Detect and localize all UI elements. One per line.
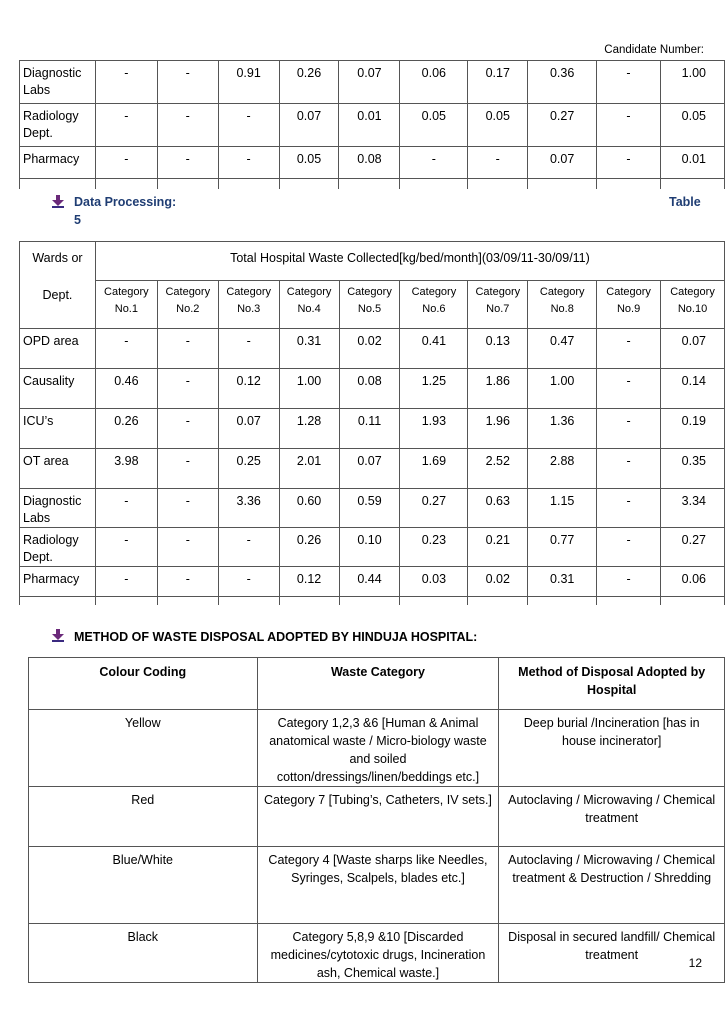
disposal-colour: Red (29, 787, 258, 847)
table-number: 5 (74, 213, 81, 227)
cell-value: 0.07 (339, 61, 400, 104)
cell-value: 0.19 (661, 409, 725, 449)
table-row (20, 329, 725, 369)
category-label: Category (475, 286, 521, 298)
cell-value: 1.00 (660, 61, 724, 104)
cell-value: 0.11 (339, 409, 400, 449)
disposal-method: Deep burial /Incineration [has in house incinerator] (499, 710, 725, 787)
cell-value: 0.07 (279, 104, 339, 147)
disposal-method: Autoclaving / Microwaving / Chemical treatment & Destruction / Shredding (499, 847, 725, 924)
cell-value: - (597, 567, 661, 606)
cell-value: - (218, 104, 279, 147)
category-number: No.8 (550, 303, 574, 315)
category-label: Category (606, 286, 651, 298)
cell-value: 1.00 (279, 369, 339, 409)
cell-value: 0.47 (528, 329, 597, 369)
cell-value: 0.01 (660, 147, 724, 190)
cell-value: 0.23 (400, 528, 468, 567)
disposal-table (28, 657, 725, 983)
cell-value: - (157, 104, 218, 147)
cell-value: 3.36 (218, 489, 279, 528)
row-label: Pharmacy (20, 147, 96, 190)
column-header: Waste Category (257, 658, 499, 710)
cell-value: 0.08 (339, 369, 400, 409)
table-row (20, 409, 725, 449)
row-label: ICU’s (20, 409, 96, 449)
cell-value: - (597, 528, 661, 567)
cell-value: - (157, 528, 218, 567)
cell-value: 0.27 (400, 489, 468, 528)
cell-value: 0.10 (339, 528, 400, 567)
cell-value: 0.07 (218, 409, 279, 449)
cell-value: - (95, 104, 157, 147)
table-row (20, 489, 725, 528)
category-header (339, 281, 400, 329)
cell-value: 0.27 (661, 528, 725, 567)
cell-value: 0.14 (661, 369, 725, 409)
cell-value: - (400, 147, 468, 190)
cell-value: 0.12 (279, 567, 339, 606)
cell-value: - (157, 489, 218, 528)
category-number: No.3 (237, 303, 261, 315)
cell-value: 0.17 (468, 61, 528, 104)
row-label: OPD area (20, 329, 96, 369)
cell-value: 0.05 (468, 104, 528, 147)
header-row (29, 658, 725, 710)
cell-value: 0.31 (528, 567, 597, 606)
category-label: Category (226, 286, 271, 298)
table-row (20, 61, 725, 104)
cell-value: - (157, 567, 218, 606)
category-number: No.2 (176, 303, 200, 315)
cell-value: - (157, 147, 218, 190)
row-label: Diagnostic Labs (20, 489, 96, 528)
cell-value: 1.96 (468, 409, 528, 449)
disposal-title: METHOD OF WASTE DISPOSAL ADOPTED BY HINDUJA HOSPITAL: (74, 630, 478, 644)
cell-value: - (597, 369, 661, 409)
cell-value: - (95, 329, 157, 369)
cell-value: - (597, 409, 661, 449)
cell-value: - (597, 104, 661, 147)
section-title: Data Processing: (74, 195, 177, 209)
cell-value: - (95, 147, 157, 190)
cell-value: 0.05 (400, 104, 468, 147)
page-number: 12 (688, 956, 702, 970)
cell-value: 0.03 (400, 567, 468, 606)
category-header (661, 281, 725, 329)
cell-value: 0.63 (468, 489, 528, 528)
wards-header (20, 242, 96, 329)
cell-value: 0.05 (279, 147, 339, 190)
disposal-colour: Blue/White (29, 847, 258, 924)
cell-value: - (157, 449, 218, 489)
cell-value: 0.21 (468, 528, 528, 567)
column-header: Method of Disposal Adopted by Hospital (499, 658, 725, 710)
category-number: No.6 (422, 303, 446, 315)
category-header (468, 281, 528, 329)
category-number: No.1 (114, 303, 138, 315)
disposal-category: Category 4 [Waste sharps like Needles, Syringes, Scalpels, blades etc.] (257, 847, 499, 924)
wards-header-line1: Wards or (32, 251, 83, 265)
table-bottom-rule (19, 178, 725, 179)
cell-value: - (95, 61, 157, 104)
table-row (20, 104, 725, 147)
table-label: Table (669, 195, 701, 209)
cell-value: 0.44 (339, 567, 400, 606)
category-label: Category (286, 286, 332, 298)
cell-value: 1.69 (400, 449, 468, 489)
table-row (20, 528, 725, 567)
table-row (20, 369, 725, 409)
cell-value: - (597, 489, 661, 528)
disposal-colour: Yellow (29, 710, 258, 787)
row-label: Causality (20, 369, 96, 409)
disposal-colour: Black (29, 924, 258, 983)
cell-value: 2.01 (279, 449, 339, 489)
cell-value: 0.07 (528, 147, 597, 190)
cell-value: 0.05 (660, 104, 724, 147)
table5-bottom-rule (19, 596, 725, 597)
table-row (29, 847, 725, 924)
cell-value: 0.36 (528, 61, 597, 104)
cell-value: - (157, 409, 218, 449)
cell-value: - (218, 528, 279, 567)
cell-value: 1.36 (528, 409, 597, 449)
category-label: Category (539, 286, 585, 298)
table-5 (19, 241, 725, 605)
category-number: No.10 (677, 303, 708, 315)
category-label: Category (165, 286, 211, 298)
category-label: Category (670, 286, 715, 298)
category-number: No.4 (297, 303, 321, 315)
wards-header-line2: Dept. (42, 288, 73, 302)
cell-value: 1.25 (400, 369, 468, 409)
cell-value: 0.27 (528, 104, 597, 147)
category-header (528, 281, 597, 329)
category-number: No.7 (486, 303, 510, 315)
cell-value: 2.52 (468, 449, 528, 489)
cell-value: - (95, 489, 157, 528)
candidate-number-label: Candidate Number: (604, 44, 704, 56)
table-row (20, 147, 725, 190)
cell-value: 1.28 (279, 409, 339, 449)
cell-value: 0.46 (95, 369, 157, 409)
column-header: Colour Coding (29, 658, 258, 710)
cell-value: 1.93 (400, 409, 468, 449)
cell-value: 0.31 (279, 329, 339, 369)
cell-value: - (597, 449, 661, 489)
cell-value: 1.86 (468, 369, 528, 409)
cell-value: 0.08 (339, 147, 400, 190)
cell-value: - (157, 369, 218, 409)
cell-value: - (597, 329, 661, 369)
row-label: OT area (20, 449, 96, 489)
category-header (218, 281, 279, 329)
bullet-arrow-icon (52, 195, 64, 208)
cell-value: - (157, 61, 218, 104)
cell-value: 3.34 (661, 489, 725, 528)
cell-value: - (95, 567, 157, 606)
category-header (597, 281, 661, 329)
disposal-method: Autoclaving / Microwaving / Chemical treatment (499, 787, 725, 847)
category-label: Category (411, 286, 457, 298)
cell-value: 0.01 (339, 104, 400, 147)
total-waste-header: Total Hospital Waste Collected[kg/bed/month](03/09/11-30/09/11) (95, 242, 724, 281)
cell-value: - (597, 61, 661, 104)
cell-value: 0.26 (95, 409, 157, 449)
cell-value: 2.88 (528, 449, 597, 489)
cell-value: - (218, 567, 279, 606)
row-label: Diagnostic Labs (20, 61, 96, 104)
category-header (279, 281, 339, 329)
table-row (29, 787, 725, 847)
cell-value: 0.07 (339, 449, 400, 489)
disposal-method: Disposal in secured landfill/ Chemical treatment (499, 924, 725, 983)
category-header (95, 281, 157, 329)
table-row (29, 710, 725, 787)
cell-value: 0.13 (468, 329, 528, 369)
cell-value: - (218, 329, 279, 369)
cell-value: - (157, 329, 218, 369)
cell-value: 0.02 (468, 567, 528, 606)
row-label: Radiology Dept. (20, 104, 96, 147)
cell-value: 0.77 (528, 528, 597, 567)
table-row (20, 449, 725, 489)
cell-value: - (468, 147, 528, 190)
category-header (400, 281, 468, 329)
cell-value: 0.25 (218, 449, 279, 489)
cell-value: 1.15 (528, 489, 597, 528)
cell-value: 0.26 (279, 61, 339, 104)
table-row (20, 567, 725, 606)
cell-value: 0.07 (661, 329, 725, 369)
row-label: Radiology Dept. (20, 528, 96, 567)
cell-value: - (95, 528, 157, 567)
cell-value: 0.26 (279, 528, 339, 567)
cell-value: 0.35 (661, 449, 725, 489)
disposal-category: Category 7 [Tubing’s, Catheters, IV sets.] (257, 787, 499, 847)
category-label: Category (104, 286, 149, 298)
row-label: Pharmacy (20, 567, 96, 606)
category-number: No.5 (357, 303, 382, 315)
table-row (29, 924, 725, 983)
cell-value: 0.12 (218, 369, 279, 409)
bullet-arrow-icon (52, 629, 64, 642)
cell-value: 0.59 (339, 489, 400, 528)
cell-value: - (597, 147, 661, 190)
cell-value: - (218, 147, 279, 190)
cell-value: 1.00 (528, 369, 597, 409)
cell-value: 3.98 (95, 449, 157, 489)
cell-value: 0.60 (279, 489, 339, 528)
cell-value: 0.06 (661, 567, 725, 606)
cell-value: 0.06 (400, 61, 468, 104)
waste-table-continued (19, 60, 725, 189)
disposal-category: Category 5,8,9 &10 [Discarded medicines/cytotoxic drugs, Incineration ash, Chemical waste.] (257, 924, 499, 983)
cell-value: 0.91 (218, 61, 279, 104)
category-header (157, 281, 218, 329)
cell-value: 0.02 (339, 329, 400, 369)
cell-value: 0.41 (400, 329, 468, 369)
category-number: No.9 (616, 303, 641, 315)
category-label: Category (347, 286, 392, 298)
disposal-category: Category 1,2,3 &6 [Human & Animal anatomical waste / Micro-biology waste and soiled cotton/dressings/linen/beddings etc.] (257, 710, 499, 787)
